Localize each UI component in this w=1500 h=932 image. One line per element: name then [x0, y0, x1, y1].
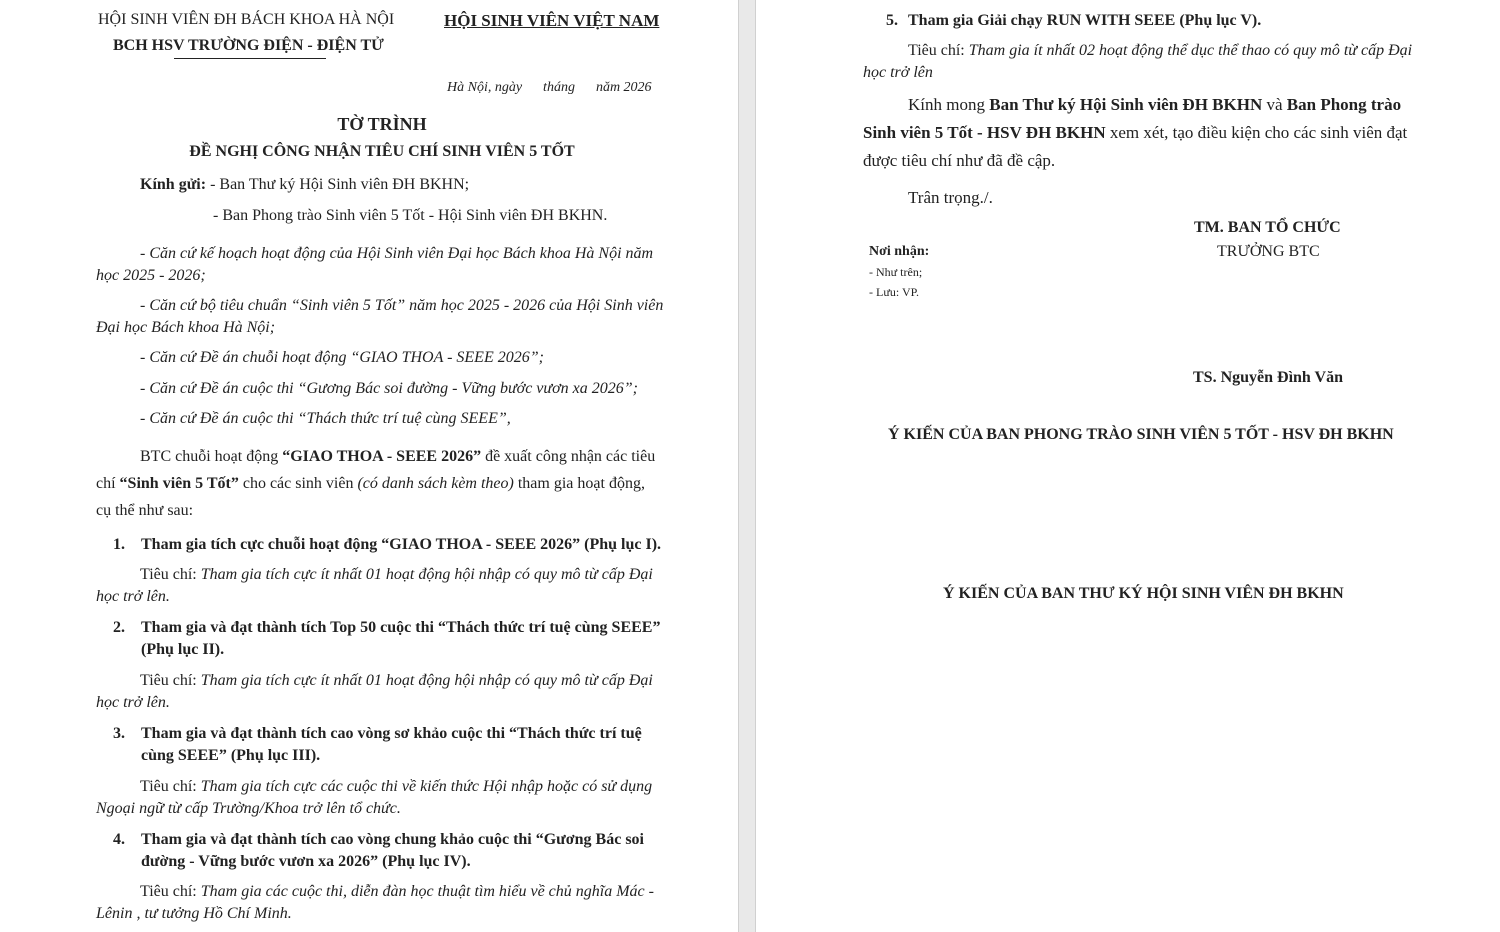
request-bold: Sinh viên 5 Tốt - HSV ĐH BKHN	[863, 123, 1106, 142]
item-title: (Phụ lục II).	[141, 641, 225, 658]
document-page-left	[0, 0, 738, 932]
criteria-label: Tiêu chí:	[140, 883, 201, 900]
criteria-label: Tiêu chí:	[908, 42, 969, 59]
criteria-label: Tiêu chí:	[140, 672, 201, 689]
item-title: đường - Vững bước vươn xa 2026” (Phụ lục IV).	[141, 853, 471, 870]
intro-text: BTC chuỗi hoạt động	[140, 448, 283, 465]
basis-line: học 2025 - 2026;	[96, 267, 206, 284]
item-number: 5.	[886, 12, 898, 29]
criteria-text: học trở lên	[863, 64, 933, 81]
item-criteria	[908, 42, 1412, 60]
item-number: 4.	[113, 831, 125, 848]
request-text: Kính mong	[908, 95, 990, 114]
intro-text: chí	[96, 475, 120, 492]
page-gutter	[738, 0, 756, 932]
basis-line: - Căn cứ Đề án chuỗi hoạt động “GIAO THOA - SEEE 2026”;	[140, 349, 544, 366]
recipient-1: - Ban Thư ký Hội Sinh viên ĐH BKHN;	[206, 176, 470, 193]
noi-nhan-item: - Lưu: VP.	[869, 285, 919, 299]
item-criteria	[140, 883, 654, 901]
closing: Trân trọng./.	[908, 188, 993, 207]
item-title: Tham gia Giải chạy RUN WITH SEEE (Phụ lục V).	[908, 12, 1262, 29]
national-header: HỘI SINH VIÊN VIỆT NAM	[444, 11, 660, 30]
criteria-text: học trở lên.	[96, 694, 170, 711]
item-title: Tham gia và đạt thành tích cao vòng chung khảo cuộc thi “Gương Bác soi	[141, 831, 644, 848]
intro-bold: “Sinh viên 5 Tốt”	[119, 475, 239, 492]
intro-line-2	[96, 475, 645, 493]
noi-nhan-label: Nơi nhận:	[869, 244, 930, 259]
recipient-line-1	[140, 176, 469, 194]
request-text: và	[1262, 95, 1287, 114]
item-criteria	[140, 672, 653, 690]
kinh-gui-label: Kính gửi:	[140, 176, 207, 193]
org-underline	[174, 58, 326, 59]
signer-name: TS. Nguyễn Đình Văn	[1193, 369, 1343, 386]
item-title: cùng SEEE” (Phụ lục III).	[141, 747, 321, 764]
sign-org: TM. BAN TỔ CHỨC	[1194, 219, 1341, 236]
noi-nhan-item: - Như trên;	[869, 265, 923, 279]
doc-subtitle: ĐỀ NGHỊ CÔNG NHẬN TIÊU CHÍ SINH VIÊN 5 TỐT	[189, 143, 575, 160]
request-bold: Ban Thư ký Hội Sinh viên ĐH BKHN	[989, 95, 1263, 114]
doc-title: TỜ TRÌNH	[337, 114, 427, 134]
item-number: 1.	[113, 536, 125, 553]
criteria-text: học trở lên.	[96, 588, 170, 605]
basis-line: - Căn cứ kế hoạch hoạt động của Hội Sinh viên Đại học Bách khoa Hà Nội năm	[140, 245, 654, 262]
item-number: 2.	[113, 619, 125, 636]
intro-line-1	[140, 448, 655, 466]
org-line-1: HỘI SINH VIÊN ĐH BÁCH KHOA HÀ NỘI	[98, 11, 395, 28]
item-criteria	[140, 778, 652, 796]
criteria-text: Tham gia các cuộc thi, diễn đàn học thuật tìm hiểu về chủ nghĩa Mác -	[200, 883, 654, 900]
basis-line: Đại học Bách khoa Hà Nội;	[96, 319, 276, 336]
date-line: Hà Nội, ngày tháng năm 2026	[447, 80, 652, 95]
opinion-heading-2: Ý KIẾN CỦA BAN THƯ KÝ HỘI SINH VIÊN ĐH BKHN	[943, 585, 1344, 602]
criteria-text: Tham gia tích cực các cuộc thi về kiến thức Hội nhập hoặc có sử dụng	[200, 778, 653, 795]
criteria-text: Ngoại ngữ từ cấp Trường/Khoa trở lên tổ chức.	[96, 800, 401, 817]
item-title: Tham gia và đạt thành tích cao vòng sơ khảo cuộc thi “Thách thức trí tuệ	[141, 725, 642, 742]
item-title: Tham gia tích cực chuỗi hoạt động “GIAO THOA - SEEE 2026” (Phụ lục I).	[141, 536, 662, 553]
intro-text: cho các sinh viên	[238, 475, 358, 492]
intro-text: tham gia hoạt động,	[513, 475, 645, 492]
request-line-3: được tiêu chí như đã đề cập.	[863, 151, 1056, 170]
basis-line: - Căn cứ bộ tiêu chuẩn “Sinh viên 5 Tốt” năm học 2025 - 2026 của Hội Sinh viên	[140, 297, 664, 314]
org-line-2: BCH HSV TRƯỜNG ĐIỆN - ĐIỆN TỬ	[113, 37, 384, 54]
criteria-text: Lênin , tư tưởng Hồ Chí Minh.	[96, 905, 292, 922]
intro-bold: “GIAO THOA - SEEE 2026”	[282, 448, 482, 465]
criteria-text: Tham gia ít nhất 02 hoạt động thể dục thể thao có quy mô từ cấp Đại	[968, 42, 1413, 59]
criteria-text: Tham gia tích cực ít nhất 01 hoạt động hội nhập có quy mô từ cấp Đại	[200, 672, 653, 689]
item-number: 3.	[113, 725, 125, 742]
criteria-text: Tham gia tích cực ít nhất 01 hoạt động hội nhập có quy mô từ cấp Đại	[200, 566, 653, 583]
request-bold: Ban Phong trào	[1286, 95, 1402, 114]
criteria-label: Tiêu chí:	[140, 566, 201, 583]
sign-role: TRƯỞNG BTC	[1217, 243, 1320, 260]
opinion-heading-1: Ý KIẾN CỦA BAN PHONG TRÀO SINH VIÊN 5 TỐT - HSV ĐH BKHN	[888, 426, 1394, 443]
item-criteria	[140, 566, 653, 584]
recipient-2: - Ban Phong trào Sinh viên 5 Tốt - Hội Sinh viên ĐH BKHN.	[213, 207, 608, 224]
basis-line: - Căn cứ Đề án cuộc thi “Thách thức trí tuệ cùng SEEE”,	[140, 410, 511, 427]
request-line-2	[863, 123, 1407, 143]
criteria-label: Tiêu chí:	[140, 778, 201, 795]
intro-text: đề xuất công nhận các tiêu	[481, 448, 656, 465]
intro-line-3: cụ thể như sau:	[96, 502, 194, 519]
intro-italic: (có danh sách kèm theo)	[357, 475, 514, 492]
item-title: Tham gia và đạt thành tích Top 50 cuộc thi “Thách thức trí tuệ cùng SEEE”	[141, 619, 661, 636]
basis-line: - Căn cứ Đề án cuộc thi “Gương Bác soi đường - Vững bước vươn xa 2026”;	[140, 380, 638, 397]
request-line-1	[908, 95, 1401, 115]
request-text: xem xét, tạo điều kiện cho các sinh viên đạt	[1105, 123, 1408, 142]
